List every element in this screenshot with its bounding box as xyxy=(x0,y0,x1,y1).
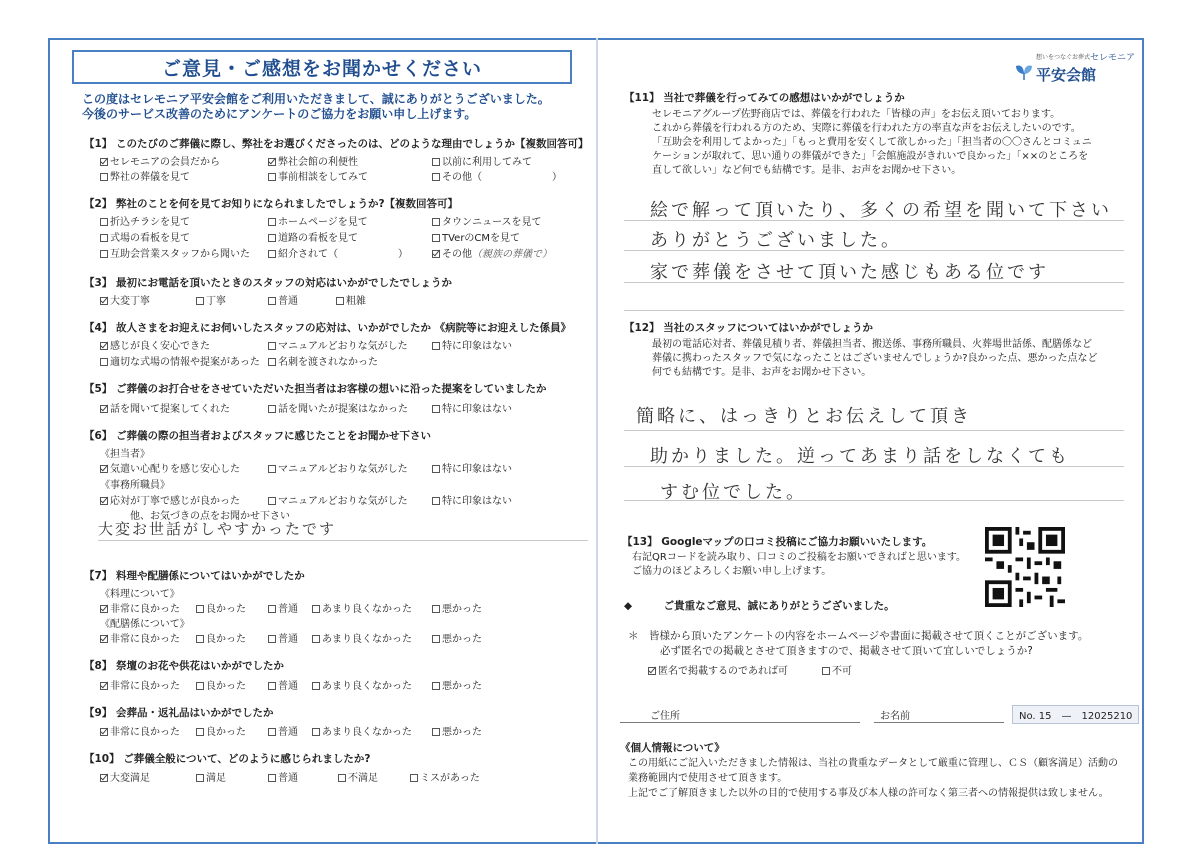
checkbox-icon xyxy=(432,635,440,643)
checkbox-icon xyxy=(268,774,276,782)
checkbox-icon xyxy=(312,635,320,643)
q10-opt-very-satisfied[interactable]: 大変満足 xyxy=(100,769,150,784)
q7-server-opt-not-good[interactable]: あまり良くなかった xyxy=(312,630,412,645)
checkbox-icon xyxy=(432,605,440,613)
checkbox-icon xyxy=(648,667,656,675)
q7-food-opt-normal[interactable]: 普通 xyxy=(268,600,298,615)
q7-server-opt-normal[interactable]: 普通 xyxy=(268,630,298,645)
q4-opt-reassured[interactable]: 感じが良く安心できた xyxy=(100,337,210,352)
checkbox-icon xyxy=(268,234,276,242)
q6-handwritten-comment: 大変お世話がしやすかったです xyxy=(98,520,337,538)
checkbox-icon xyxy=(268,158,276,166)
q4-opt-no-impression[interactable]: 特に印象はない xyxy=(432,337,512,352)
publish-opt-yes[interactable]: 匿名で掲載するのであれば可 xyxy=(648,662,788,677)
q6-sub-staff: 《担当者》 xyxy=(100,449,150,460)
checkbox-icon xyxy=(312,682,320,690)
checkbox-icon xyxy=(432,218,440,226)
checkbox-icon xyxy=(410,774,418,782)
diamond-icon: ◆ xyxy=(624,600,633,612)
checkbox-icon xyxy=(432,682,440,690)
q4-title: 【4】 故人さまをお迎えにお伺いしたスタッフの応対は、いかがでしたか 《病院等にお迎えした係員》 xyxy=(84,322,572,334)
checkbox-icon xyxy=(100,605,108,613)
checkbox-icon xyxy=(100,297,108,305)
logo-tagline: 想いをつなぐお葬式 xyxy=(1036,54,1091,61)
checkbox-icon xyxy=(336,297,344,305)
q4-opt-no-card[interactable]: 名刺を渡されなかった xyxy=(268,353,378,368)
q5-opt-no-impression[interactable]: 特に印象はない xyxy=(432,400,512,415)
checkbox-icon xyxy=(268,465,276,473)
q2-opt-staff[interactable]: 互助会営業スタッフから聞いた xyxy=(100,245,250,260)
checkbox-icon xyxy=(100,465,108,473)
q8-opt-very-good[interactable]: 非常に良かった xyxy=(100,677,180,692)
privacy-body: この用紙にご記入いただきました情報は、当社の貴重なデータとして厳重に管理し、ＣＳ（顧客満足）活動の 業務範囲内で使用させて頂きます。 上記でご了解頂きました以外の目的で使用する事及び本人様の許可なく第三者への情報提供は致しません。 xyxy=(628,758,1118,799)
q7-server-opt-bad[interactable]: 悪かった xyxy=(432,630,482,645)
checkbox-icon xyxy=(268,250,276,258)
q10-opt-satisfied[interactable]: 満足 xyxy=(196,769,226,784)
checkbox-icon xyxy=(196,635,204,643)
asterisk-icon: ＊ xyxy=(628,630,639,642)
q1-title: 【1】 このたびのご葬儀に際し、弊社をお選びくださったのは、どのような理由でしょうか【複数回答可】 xyxy=(84,138,589,150)
checkbox-icon xyxy=(268,405,276,413)
q1-opt-previous[interactable]: 以前に利用してみて xyxy=(432,153,532,168)
q9-title: 【9】 会葬品・返礼品はいかがでしたか xyxy=(84,707,274,719)
checkbox-icon xyxy=(196,605,204,613)
q2-opt-other[interactable]: その他（親族の葬儀で） xyxy=(432,245,552,260)
q7-food-opt-good[interactable]: 良かった xyxy=(196,600,246,615)
q7-sub-server: 《配膳係について》 xyxy=(100,619,190,630)
q1-opt-other[interactable]: その他（ ） xyxy=(432,168,562,183)
checkbox-icon xyxy=(432,405,440,413)
q6-answer-line xyxy=(98,540,588,541)
q11-title: 【11】 当社で葬儀を行ってみての感想はいかがでしょうか xyxy=(624,92,905,104)
checkbox-icon xyxy=(196,682,204,690)
q3-opt-very-polite[interactable]: 大変丁寧 xyxy=(100,292,150,307)
checkbox-icon xyxy=(100,405,108,413)
publish-opt-no[interactable]: 不可 xyxy=(822,662,852,677)
q12-line xyxy=(624,466,1124,467)
q8-opt-bad[interactable]: 悪かった xyxy=(432,677,482,692)
q10-opt-mistake[interactable]: ミスがあった xyxy=(410,769,480,784)
q10-opt-normal[interactable]: 普通 xyxy=(268,769,298,784)
q6-opt1-manual[interactable]: マニュアルどおりな気がした xyxy=(268,460,408,475)
checkbox-icon xyxy=(268,635,276,643)
q11-handwritten-line-2: ありがとうございました。 xyxy=(650,230,902,251)
q10-opt-unsatisfied[interactable]: 不満足 xyxy=(338,769,378,784)
q12-line xyxy=(624,430,1124,431)
checkbox-icon xyxy=(268,342,276,350)
q4-opt-manual[interactable]: マニュアルどおりな気がした xyxy=(268,337,408,352)
logo-name: 平安会館 xyxy=(1036,66,1097,84)
address-label: ご住所 xyxy=(650,711,680,722)
q9-opt-normal[interactable]: 普通 xyxy=(268,723,298,738)
checkbox-icon xyxy=(432,342,440,350)
company-logo xyxy=(1012,50,1136,90)
q7-food-opt-not-good[interactable]: あまり良くなかった xyxy=(312,600,412,615)
q9-opt-not-good[interactable]: あまり良くなかった xyxy=(312,723,412,738)
q7-food-opt-very-good[interactable]: 非常に良かった xyxy=(100,600,180,615)
page-title: ご意見・ご感想をお聞かせください xyxy=(72,50,572,84)
q5-title: 【5】 ご葬儀のお打合せをさせていただいた担当者はお客様の想いに沿った提案をしていましたか xyxy=(84,383,547,395)
checkbox-icon xyxy=(268,358,276,366)
intro-text: この度はセレモニア平安会館をご利用いただきまして、誠にありがとうございました。 今後のサービス改善のためにアンケートのご協力をお願い申し上げます。 xyxy=(82,92,550,121)
checkbox-icon xyxy=(100,358,108,366)
checkbox-icon xyxy=(822,667,830,675)
checkbox-icon xyxy=(100,158,108,166)
q3-opt-rough[interactable]: 粗雑 xyxy=(336,292,366,307)
checkbox-icon xyxy=(100,342,108,350)
checkbox-icon xyxy=(432,173,440,181)
checkbox-icon xyxy=(100,218,108,226)
checkbox-icon xyxy=(100,728,108,736)
privacy-title: 《個人情報について》 xyxy=(620,742,725,754)
q6-opt2-none[interactable]: 特に印象はない xyxy=(432,492,512,507)
checkbox-icon xyxy=(432,728,440,736)
q13-body: 右記QRコードを読み取り、口コミのご投稿をお願いできればと思います。 ご協力のほどよろしくお願い申し上げます。 xyxy=(632,552,967,577)
checkbox-icon xyxy=(268,173,276,181)
q1-opt-saw-funeral[interactable]: 弊社の葬儀を見て xyxy=(100,168,190,183)
q12-title: 【12】 当社のスタッフについてはいかがでしょうか xyxy=(624,322,874,334)
q1-opt-member[interactable]: セレモニアの会員だから xyxy=(100,153,220,168)
q6-opt1-none[interactable]: 特に印象はない xyxy=(432,460,512,475)
checkbox-icon xyxy=(268,297,276,305)
checkbox-icon xyxy=(312,605,320,613)
q3-opt-polite[interactable]: 丁寧 xyxy=(196,292,226,307)
q7-sub-food: 《料理について》 xyxy=(100,589,180,600)
q7-server-opt-good[interactable]: 良かった xyxy=(196,630,246,645)
checkbox-icon xyxy=(268,605,276,613)
q12-handwritten-line-3: すむ位でした。 xyxy=(660,482,807,503)
q8-title: 【8】 祭壇のお花や供花はいかがでしたか xyxy=(84,660,284,672)
checkbox-icon xyxy=(432,234,440,242)
q1-opt-convenience[interactable]: 弊社会館の利便性 xyxy=(268,153,358,168)
checkbox-icon xyxy=(268,218,276,226)
q12-handwritten-line-1: 簡略に、はっきりとお伝えして頂き xyxy=(636,406,972,427)
checkbox-icon xyxy=(432,465,440,473)
q12-handwritten-line-2: 助かりました。逆ってあまり話をしなくても xyxy=(650,446,1070,467)
checkbox-icon xyxy=(100,682,108,690)
q11-line xyxy=(624,282,1124,283)
q8-opt-normal[interactable]: 普通 xyxy=(268,677,298,692)
q2-opt-townnews[interactable]: タウンニュースを見て xyxy=(432,213,542,228)
q11-body: セレモニアグループ佐野商店では、葬儀を行われた「皆様の声」をお伝え頂いております。 これから葬儀を行われる方のため、実際に葬儀を行われた方の率直な声をお伝えしたいのです。 「互助会を利用してよかった」「もっと費用を安くして欲しかった」「担当者の〇〇さんとコミュニ ケーションが取れて、思い通りの葬儀ができた」「会館施設がきれいで良かった」「××のところを 直して欲しい」など何でも結構です。是非、お声をお聞かせ下さい。 xyxy=(652,109,1092,176)
q8-opt-not-good[interactable]: あまり良くなかった xyxy=(312,677,412,692)
q2-opt-hall-sign[interactable]: 式場の看板を見て xyxy=(100,229,190,244)
q7-server-opt-very-good[interactable]: 非常に良かった xyxy=(100,630,180,645)
q2-opt-homepage[interactable]: ホームページを見て xyxy=(268,213,368,228)
q2-opt-tver[interactable]: TVerのCMを見て xyxy=(432,229,520,244)
thanks-text: ◆ ご貴重なご意見、誠にありがとうございました。 xyxy=(624,600,895,612)
q2-opt-road-sign[interactable]: 道路の看板を見て xyxy=(268,229,358,244)
logo-brand: セレモニア xyxy=(1090,53,1136,63)
q4-opt-hall-info[interactable]: 適切な式場の情報や提案があった xyxy=(100,353,260,368)
checkbox-icon xyxy=(196,297,204,305)
checkbox-icon xyxy=(100,234,108,242)
name-label: お名前 xyxy=(880,711,910,722)
q2-opt-flyer[interactable]: 折込チラシを見て xyxy=(100,213,190,228)
q11-line xyxy=(624,220,1124,221)
q13-title: 【13】 Googleマップの口コミ投稿にご協力お願いいたします。 xyxy=(622,536,933,548)
q6-opt1-care[interactable]: 気遣い心配りを感じ安心した xyxy=(100,460,240,475)
checkbox-icon xyxy=(100,635,108,643)
q5-opt-no-proposal[interactable]: 話を聞いたが提案はなかった xyxy=(268,400,408,415)
q11-line xyxy=(624,310,1124,311)
q11-handwritten-line-3: 家で葬儀をさせて頂いた感じもある位です xyxy=(650,262,1049,283)
logo-mark-icon xyxy=(1014,62,1034,82)
qr-code-icon[interactable] xyxy=(985,527,1065,607)
q2-opt-referral[interactable]: 紹介されて（ ） xyxy=(268,245,408,260)
checkbox-icon xyxy=(312,728,320,736)
publish-line-1: ＊ 皆様から頂いたアンケートの内容をホームページや書面に掲載させて頂くことがございます。 xyxy=(628,630,1089,642)
checkbox-icon xyxy=(268,728,276,736)
q9-opt-bad[interactable]: 悪かった xyxy=(432,723,482,738)
checkbox-icon xyxy=(432,250,440,258)
q11-handwritten-line-1: 絵で解って頂いたり、多くの希望を聞いて下さい xyxy=(650,200,1112,221)
q2-title: 【2】 弊社のことを何を見てお知りになられましたでしょうか?【複数回答可】 xyxy=(84,198,459,210)
q6-opt2-manual[interactable]: マニュアルどおりな気がした xyxy=(268,492,408,507)
q11-line xyxy=(624,250,1124,251)
publish-line-2: 必ず匿名での掲載とさせて頂きますので、掲載させて頂いて宜しいでしょうか? xyxy=(660,645,1033,657)
q12-body: 最初の電話応対者、葬儀見積り者、葬儀担当者、搬送係、事務所職員、火葬場世話係、配膳係など 葬儀に携わったスタッフで気になったことはございませんでしょうか?良かった点、悪かった点など 何でも結構です。是非、お声をお聞かせ下さい。 xyxy=(652,339,1098,378)
checkbox-icon xyxy=(196,774,204,782)
q9-opt-good[interactable]: 良かった xyxy=(196,723,246,738)
q6-opt2-polite[interactable]: 応対が丁寧で感じが良かった xyxy=(100,492,240,507)
q12-line xyxy=(624,500,1124,501)
page-fold xyxy=(596,38,598,844)
q9-opt-very-good[interactable]: 非常に良かった xyxy=(100,723,180,738)
checkbox-icon xyxy=(100,774,108,782)
address-field[interactable] xyxy=(620,722,860,723)
q1-opt-consult[interactable]: 事前相談をしてみて xyxy=(268,168,368,183)
checkbox-icon xyxy=(100,173,108,181)
checkbox-icon xyxy=(100,250,108,258)
checkbox-icon xyxy=(432,158,440,166)
checkbox-icon xyxy=(196,728,204,736)
checkbox-icon xyxy=(268,682,276,690)
checkbox-icon xyxy=(432,497,440,505)
q6-title: 【6】 ご葬儀の際の担当者およびスタッフに感じたことをお聞かせ下さい xyxy=(84,430,431,442)
q7-title: 【7】 料理や配膳係についてはいかがでしたか xyxy=(84,570,305,582)
serial-number: No. 15 — 12025210 xyxy=(1012,705,1139,724)
q5-opt-proposed[interactable]: 話を聞いて提案してくれた xyxy=(100,400,230,415)
checkbox-icon xyxy=(100,497,108,505)
checkbox-icon xyxy=(338,774,346,782)
name-field[interactable] xyxy=(874,722,1004,723)
q6-sub-office: 《事務所職員》 xyxy=(100,480,170,491)
q6-other-label: 他、お気づきの点をお聞かせ下さい xyxy=(130,511,290,522)
q8-opt-good[interactable]: 良かった xyxy=(196,677,246,692)
q7-food-opt-bad[interactable]: 悪かった xyxy=(432,600,482,615)
q10-title: 【10】 ご葬儀全般について、どのように感じられましたか? xyxy=(84,753,371,765)
checkbox-icon xyxy=(268,497,276,505)
q3-title: 【3】 最初にお電話を頂いたときのスタッフの対応はいかがでしたでしょうか xyxy=(84,277,452,289)
q3-opt-normal[interactable]: 普通 xyxy=(268,292,298,307)
